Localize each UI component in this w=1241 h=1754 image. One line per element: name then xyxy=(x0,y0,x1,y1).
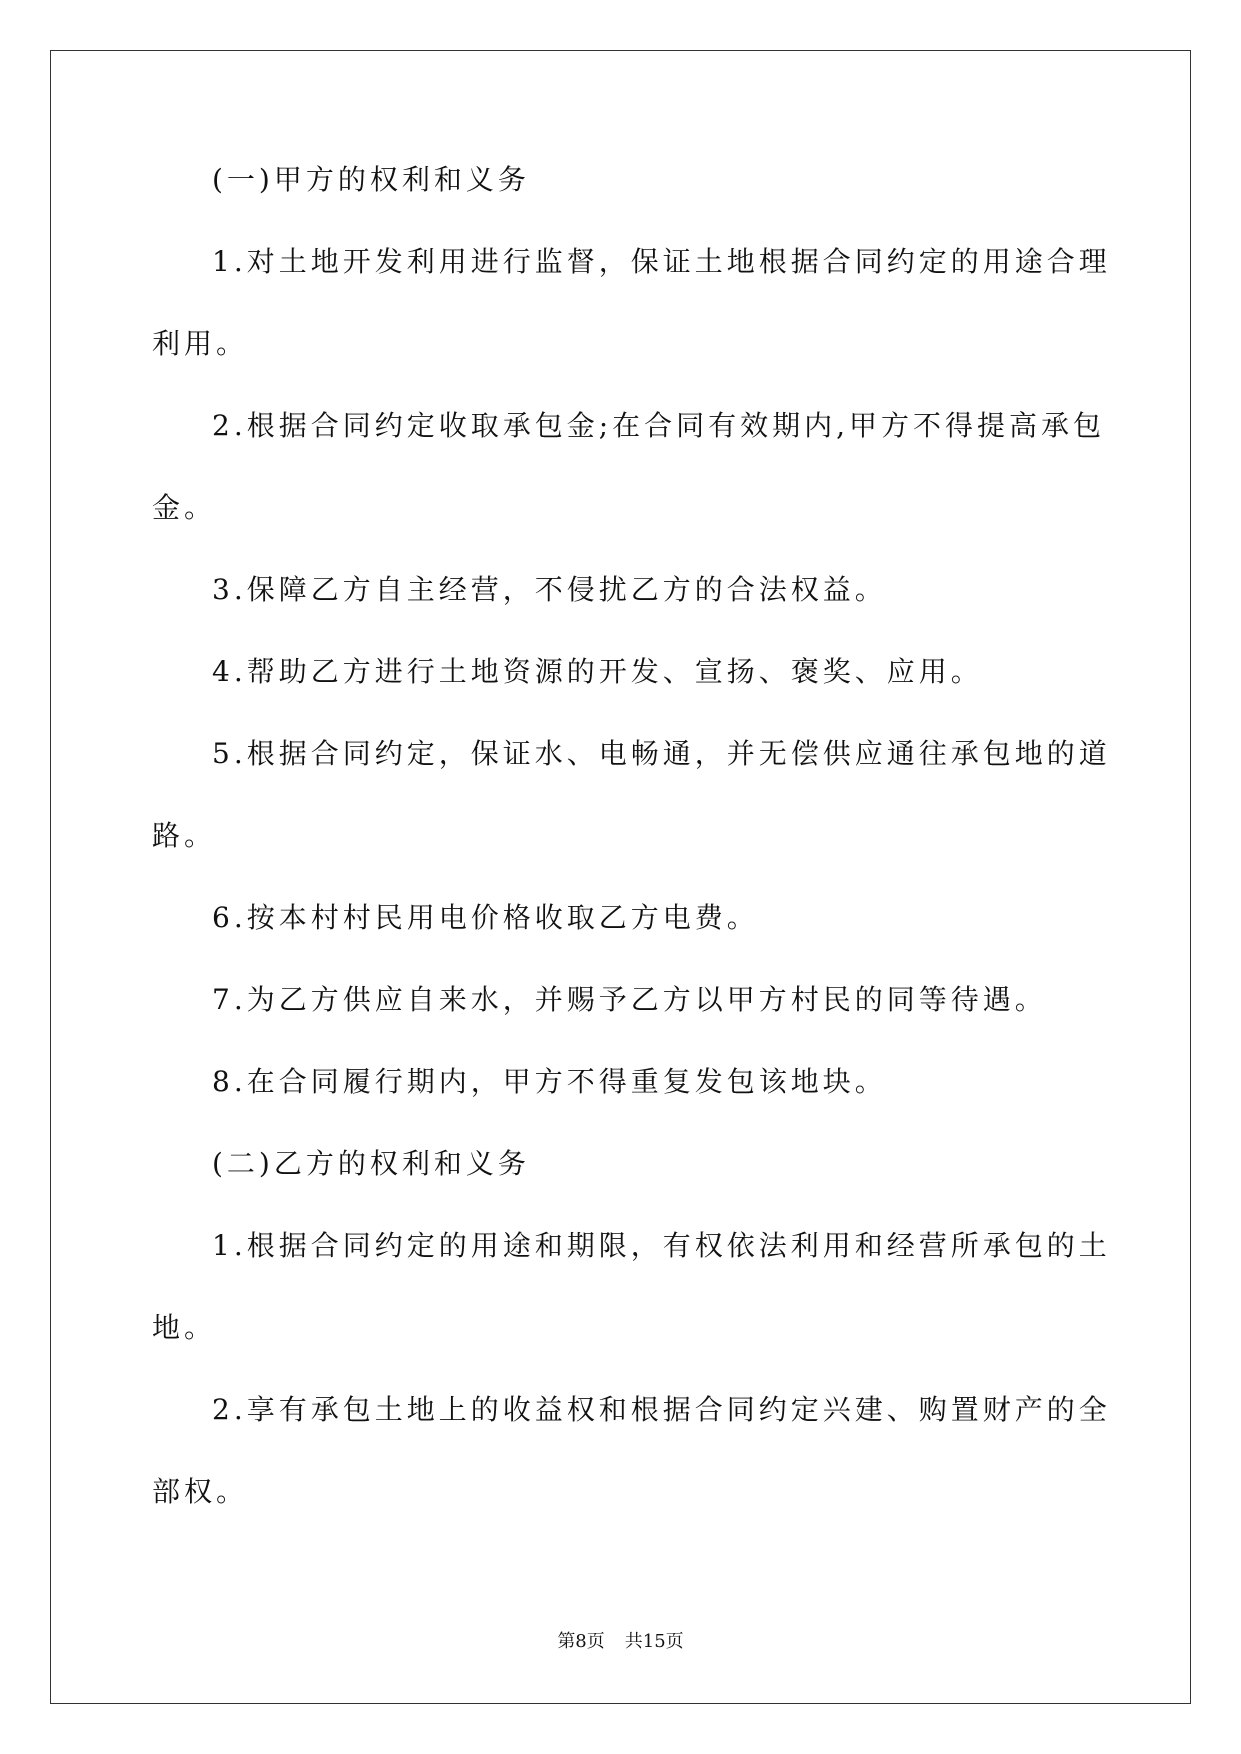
paragraph-line: 地。 xyxy=(152,1311,217,1344)
paragraph-line: 2.根据合同约定收取承包金;在合同有效期内,甲方不得提高承包 xyxy=(212,409,1106,442)
section-heading-party-a: (一)甲方的权利和义务 xyxy=(212,163,530,196)
paragraph-line: 部权。 xyxy=(152,1475,249,1508)
paragraph-line: 利用。 xyxy=(152,327,249,360)
paragraph-line: 1.根据合同约定的用途和期限，有权依法利用和经营所承包的土 xyxy=(212,1229,1111,1262)
paragraph-line: 3.保障乙方自主经营，不侵扰乙方的合法权益。 xyxy=(212,573,887,606)
page-number: 第8页 xyxy=(557,1631,605,1652)
paragraph-line: 2.享有承包土地上的收益权和根据合同约定兴建、购置财产的全 xyxy=(212,1393,1111,1426)
paragraph-line: 1.对土地开发利用进行监督，保证土地根据合同约定的用途合理 xyxy=(212,245,1111,278)
section-heading-party-b: (二)乙方的权利和义务 xyxy=(212,1147,530,1180)
page-footer xyxy=(0,1630,1241,1654)
paragraph-line: 8.在合同履行期内，甲方不得重复发包该地块。 xyxy=(212,1065,887,1098)
paragraph-line: 4.帮助乙方进行土地资源的开发、宣扬、褒奖、应用。 xyxy=(212,655,983,688)
paragraph-line: 5.根据合同约定，保证水、电畅通，并无偿供应通往承包地的道 xyxy=(212,737,1111,770)
paragraph-line: 6.按本村村民用电价格收取乙方电费。 xyxy=(212,901,759,934)
paragraph-line: 7.为乙方供应自来水，并赐予乙方以甲方村民的同等待遇。 xyxy=(212,983,1047,1016)
paragraph-line: 路。 xyxy=(152,819,217,852)
document-body xyxy=(152,160,1111,1554)
paragraph-line: 金。 xyxy=(152,491,217,524)
page-total: 共15页 xyxy=(624,1631,684,1652)
